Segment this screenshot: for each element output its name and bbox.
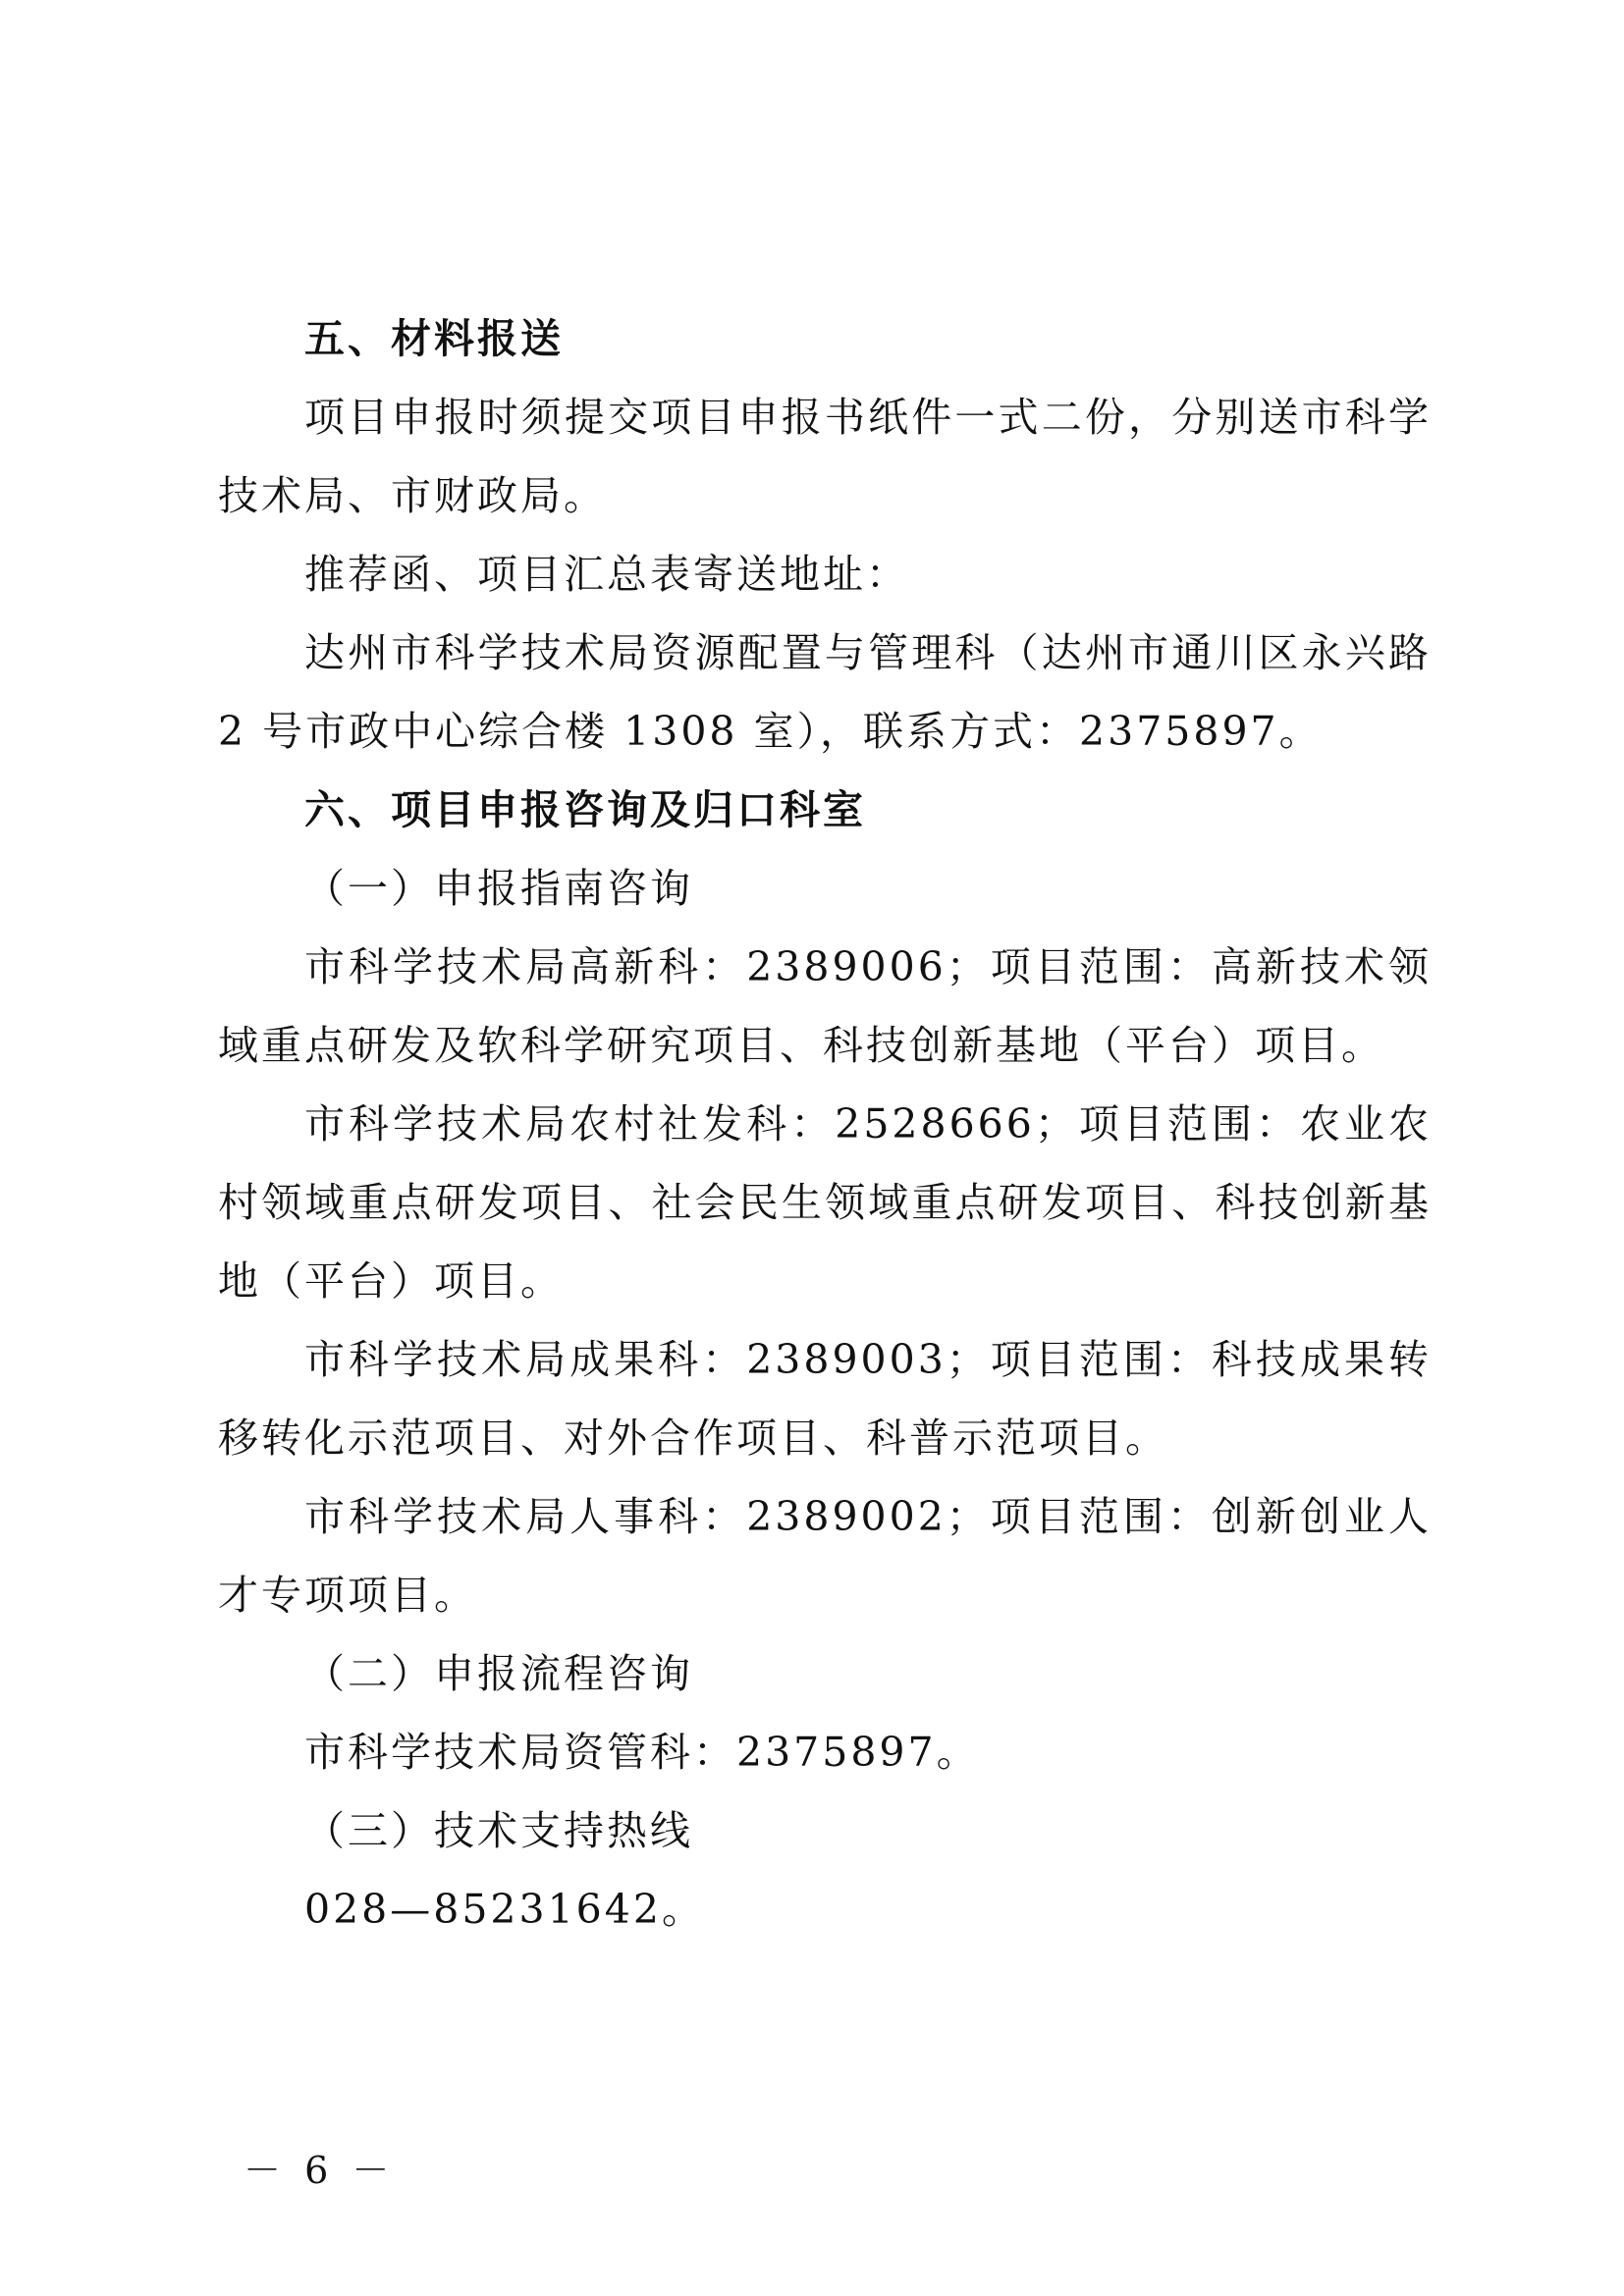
document-body [218,299,1432,1949]
paragraph-achievement-section: 市科学技术局成果科：2389003；项目范围：科技成果转移转化示范项目、对外合作项目、科普示范项目。 [218,1336,1432,1462]
paragraph-submission-requirement: 项目申报时须提交项目申报书纸件一式二份，分别送市科学技术局、市财政局。 [218,394,1432,519]
subheading-process-consultation: （二）申报流程咨询 [304,1650,693,1697]
paragraph-personnel-section: 市科学技术局人事科：2389002；项目范围：创新创业人才专项项目。 [218,1493,1432,1619]
section-heading-materials: 五、材料报送 [304,315,564,362]
section-heading-consultation: 六、项目申报咨询及归口科室 [304,786,866,833]
paragraph-rural-social-section: 市科学技术局农村社发科：2528666；项目范围：农业农村领域重点研发项目、社会民生领域重点研发项目、科技创新基地（平台）项目。 [218,1100,1432,1305]
paragraph-tech-support-hotline: 028—85231642。 [304,1886,705,1933]
page-number: － 6 － [244,2149,396,2192]
subheading-guide-consultation: （一）申报指南咨询 [304,865,693,912]
paragraph-mailing-address: 达州市科学技术局资源配置与管理科（达州市通川区永兴路2 号市政中心综合楼 1308 室），联系方式：2375897。 [218,629,1432,755]
paragraph-hightech-section: 市科学技术局高新科：2389006；项目范围：高新技术领域重点研发及软科学研究项目、科技创新基地（平台）项目。 [218,943,1432,1069]
subheading-tech-support: （三）技术支持热线 [304,1807,693,1854]
paragraph-mailing-address-label: 推荐函、项目汇总表寄送地址： [304,551,909,598]
paragraph-asset-management-section: 市科学技术局资管科：2375897。 [304,1729,980,1776]
